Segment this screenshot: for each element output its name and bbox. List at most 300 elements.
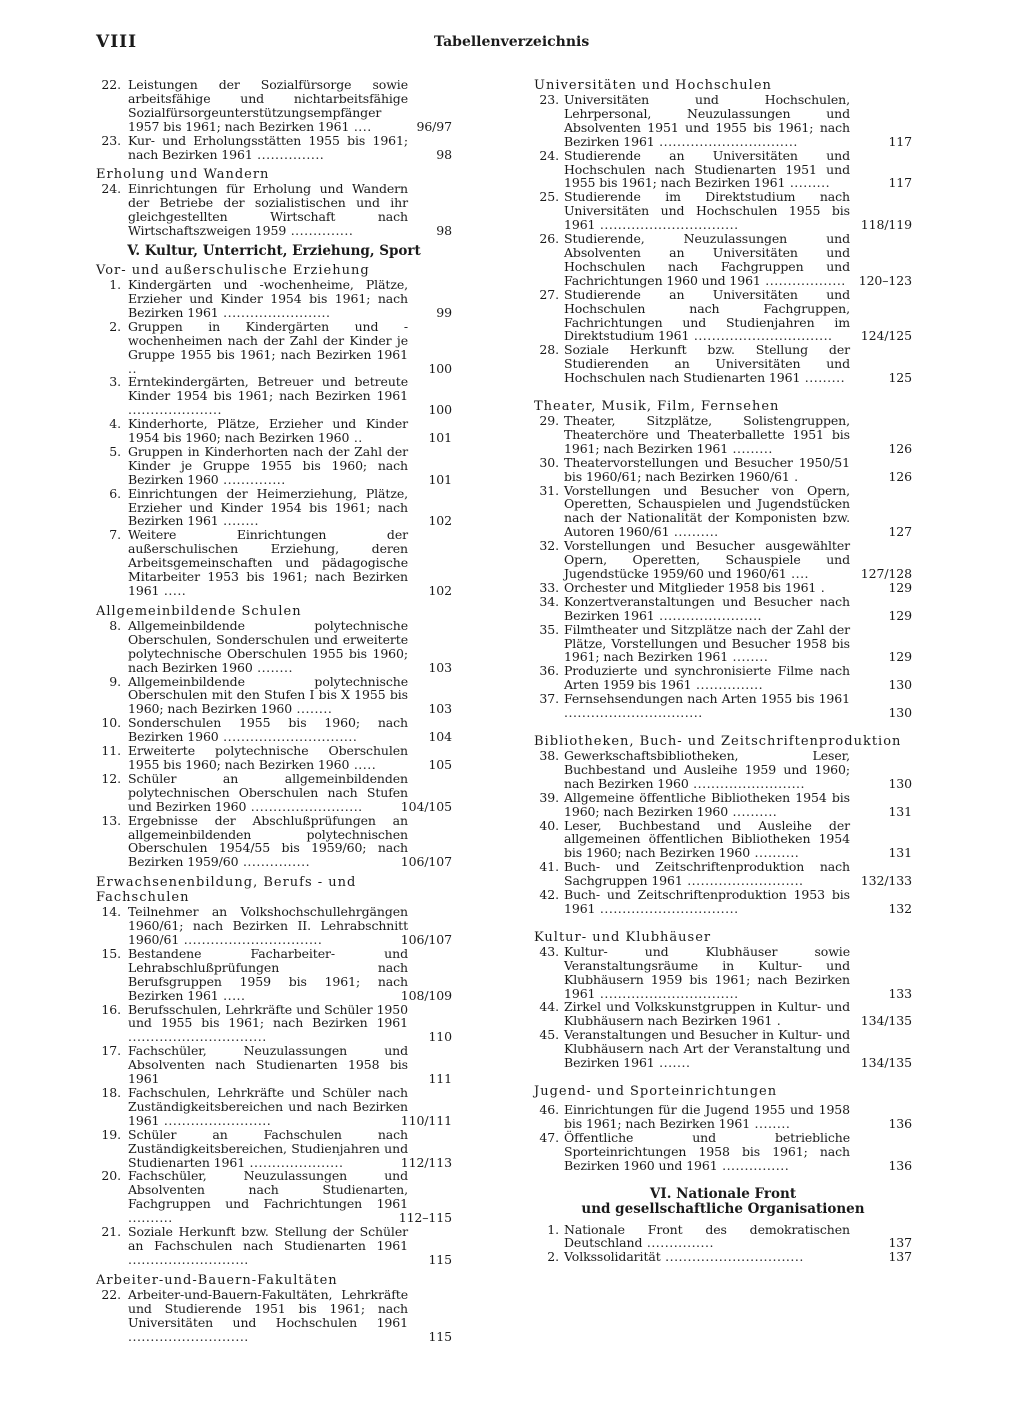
entry-title bbox=[564, 581, 850, 595]
entry-page: 129 bbox=[888, 649, 912, 665]
entry-page: 103 bbox=[428, 659, 452, 675]
toc-entry bbox=[96, 675, 452, 717]
entry-number: 6. bbox=[109, 485, 121, 501]
dot-leader: ......................... bbox=[688, 775, 805, 791]
section-heading: Vor- und außerschulische Erziehung bbox=[96, 263, 370, 279]
entry-page: 117 bbox=[888, 175, 912, 191]
entry-page: 125 bbox=[888, 370, 912, 386]
entry-title bbox=[128, 1003, 408, 1045]
entry-page: 98 bbox=[436, 223, 452, 239]
entry-page: 136 bbox=[888, 1115, 912, 1131]
entry-title bbox=[564, 1131, 850, 1173]
dot-leader: ............................... bbox=[128, 1029, 267, 1045]
toc-entry bbox=[96, 1225, 452, 1267]
entry-number: 17. bbox=[101, 1043, 121, 1059]
entry-number: 37. bbox=[539, 691, 559, 707]
entry-title-text: Soziale Herkunft bzw. Stellung der Studierenden an Universitäten und Hochschulen nach Studienarten 1961 bbox=[564, 342, 850, 386]
entry-number: 13. bbox=[101, 812, 121, 828]
toc-entry bbox=[534, 484, 912, 540]
entry-number: 12. bbox=[101, 770, 121, 786]
toc-entry bbox=[534, 623, 912, 665]
entry-page: 110/111 bbox=[400, 1112, 452, 1128]
toc-entry bbox=[96, 320, 452, 376]
toc-entry bbox=[96, 1044, 452, 1086]
dot-leader: .. bbox=[349, 430, 363, 446]
toc-entry bbox=[96, 134, 452, 162]
entry-page: 130 bbox=[888, 775, 912, 791]
toc-entry bbox=[96, 1086, 452, 1128]
entry-number: 15. bbox=[101, 945, 121, 961]
toc-entry bbox=[96, 947, 452, 1003]
entry-page: 104 bbox=[428, 729, 452, 745]
entry-number: 22. bbox=[101, 77, 121, 92]
entry-title bbox=[128, 772, 408, 814]
dot-leader: ............................... bbox=[595, 217, 739, 233]
entry-title bbox=[128, 744, 408, 772]
entry-page: 131 bbox=[888, 803, 912, 819]
entry-title-text: Zirkel und Volkskunstgruppen in Kultur- und Klubhäusern nach Bezirken 1961 bbox=[564, 999, 850, 1029]
entry-page: 102 bbox=[428, 583, 452, 598]
entry-title-text: Fachschüler, Neuzulassungen und Absolventen nach Studienarten 1958 bis 1961 bbox=[128, 1043, 408, 1087]
entry-title bbox=[564, 623, 850, 665]
toc-entry bbox=[96, 417, 452, 445]
entry-number: 45. bbox=[539, 1027, 559, 1043]
entry-title bbox=[564, 749, 850, 791]
toc-entry bbox=[96, 744, 452, 772]
toc-entry bbox=[96, 487, 452, 529]
toc-entry bbox=[534, 539, 912, 581]
entry-title-text: Schüler an Fachschulen nach Zuständigkeitsbereichen, Studienjahren und Studienarten 1961 bbox=[128, 1126, 408, 1170]
entry-title-text: Erntekindergärten, Betreuer und betreute Kinder 1954 bis 1961; nach Bezirken 1961 bbox=[128, 374, 408, 404]
entry-number: 28. bbox=[539, 342, 559, 358]
entry-page: 105 bbox=[428, 756, 452, 772]
left-column bbox=[96, 78, 452, 1343]
entry-number: 2. bbox=[109, 318, 121, 334]
entry-title bbox=[564, 1000, 850, 1028]
section-heading: Allgemeinbildende Schulen bbox=[96, 603, 302, 619]
toc-entry bbox=[534, 1028, 912, 1070]
entry-number: 26. bbox=[539, 231, 559, 247]
entry-title-text: Theater, Sitzplätze, Solistengruppen, Theaterchöre und Theaterballette 1951 bis 1961; nach Bezirken 1961 bbox=[564, 413, 850, 456]
section-heading: Erwachsenenbildung, Berufs - und Fachschulen bbox=[96, 875, 357, 906]
entry-number: 31. bbox=[539, 482, 559, 498]
toc-entry bbox=[96, 772, 452, 814]
entry-title-text: Buch- und Zeitschriftenproduktion nach Sachgruppen 1961 bbox=[564, 859, 850, 889]
entry-number: 1. bbox=[109, 277, 121, 293]
toc-entry bbox=[534, 1000, 912, 1028]
toc-entry bbox=[534, 414, 912, 456]
entry-title bbox=[128, 1044, 408, 1086]
entry-page: 132 bbox=[888, 900, 912, 916]
entry-page: 104/105 bbox=[400, 798, 452, 814]
entry-page: 106/107 bbox=[400, 932, 452, 948]
entry-page: 96/97 bbox=[416, 118, 452, 134]
entry-page: 130 bbox=[888, 705, 912, 721]
entry-page: 110 bbox=[428, 1029, 452, 1045]
entry-number: 27. bbox=[539, 286, 559, 302]
dot-leader: .. bbox=[128, 360, 137, 376]
dot-leader: ..... bbox=[349, 756, 377, 772]
dot-leader: ........................... bbox=[128, 1251, 249, 1267]
entry-title bbox=[564, 1103, 850, 1131]
page-header bbox=[96, 32, 912, 54]
entry-title-text: Leistungen der Sozialfürsorge sowie arbeitsfähige und nichtarbeitsfähige Sozialfürsorgeunterstützungsempfänger 1957 bis 1961; nach Bezirken 1961 bbox=[128, 77, 408, 134]
entry-title bbox=[564, 232, 850, 288]
entry-page: 137 bbox=[888, 1249, 912, 1265]
section-heading: Bibliotheken, Buch- und Zeitschriftenproduktion bbox=[534, 733, 902, 749]
entry-title-text: Veranstaltungen und Besucher in Kultur- und Klubhäusern nach Art der Veranstaltung und Bezirken 1961 bbox=[564, 1027, 850, 1071]
entry-title-text: Filmtheater und Sitzplätze nach der Zahl der Plätze, Vorstellungen und Besucher 1958 bis 1961; nach Bezirken 1961 bbox=[564, 621, 850, 665]
entry-number: 29. bbox=[539, 413, 559, 429]
entry-number: 5. bbox=[109, 443, 121, 459]
toc-entry bbox=[534, 1103, 912, 1131]
entry-page: 126 bbox=[888, 468, 912, 484]
dot-leader: ............................... bbox=[179, 932, 323, 948]
dot-leader: . bbox=[816, 579, 826, 595]
entry-title bbox=[128, 1128, 408, 1170]
dot-leader: ........................... bbox=[128, 1328, 249, 1344]
entry-title bbox=[128, 417, 408, 445]
entry-title-text: Gruppen in Kinderhorten nach der Zahl der Kinder je Gruppe 1955 bis 1960; nach Bezirken 1960 bbox=[128, 443, 408, 487]
entry-title bbox=[128, 814, 408, 870]
entry-number: 46. bbox=[539, 1102, 559, 1117]
entry-number: 42. bbox=[539, 887, 559, 903]
toc-entry bbox=[534, 456, 912, 484]
dot-leader: ............... bbox=[691, 677, 764, 693]
entry-number: 44. bbox=[539, 999, 559, 1015]
entry-number: 10. bbox=[101, 715, 121, 731]
entry-number: 3. bbox=[109, 374, 121, 390]
entry-page: 115 bbox=[428, 1328, 452, 1344]
entry-number: 21. bbox=[101, 1224, 121, 1240]
toc-entry bbox=[96, 1128, 452, 1170]
toc-entry bbox=[534, 664, 912, 692]
section-heading: Erholung und Wandern bbox=[96, 167, 270, 183]
entry-title-text: Allgemeinbildende polytechnische Oberschulen, Sonderschulen und erweiterte polytechnische Oberschulen 1955 bis 1960; nach Bezirken 1960 bbox=[128, 617, 408, 675]
entry-title bbox=[128, 1225, 408, 1267]
entry-title-text: Buch- und Zeitschriftenproduktion 1953 bis 1961 bbox=[564, 887, 850, 916]
entry-title bbox=[564, 190, 850, 232]
toc-entry bbox=[96, 182, 452, 238]
dot-leader: ............................... bbox=[595, 985, 739, 1001]
entry-title-text: Einrichtungen der Heimerziehung, Plätze, Erzieher und Kinder 1954 bis 1961; nach Bezirken 1961 bbox=[128, 485, 408, 529]
entry-title-text: Kultur- und Klubhäuser sowie Veranstaltungsräume in Kultur- und Klubhäusern 1959 bis 1961; nach Bezirken 1961 bbox=[564, 943, 850, 1001]
dot-leader: . bbox=[789, 468, 799, 484]
entry-title-text: Schüler an allgemeinbildenden polytechnischen Oberschulen nach Stufen und Bezirken 1960 bbox=[128, 770, 408, 814]
entry-title-text: Volkssolidarität bbox=[564, 1249, 661, 1265]
spacer bbox=[534, 916, 912, 930]
entry-title bbox=[564, 819, 850, 861]
entry-number: 14. bbox=[101, 904, 121, 920]
toc-entry bbox=[96, 1288, 452, 1344]
entry-title-text: Leser, Buchbestand und Ausleihe der allgemeinen öffentlichen Bibliotheken 1954 bis 1960; nach Bezirken 1960 bbox=[564, 817, 850, 861]
entry-number: 23. bbox=[101, 132, 121, 148]
entry-title bbox=[128, 905, 408, 947]
entry-page: 106/107 bbox=[400, 854, 452, 870]
dot-leader: ........................ bbox=[159, 1112, 272, 1128]
dot-leader: .......................... bbox=[682, 873, 804, 889]
entry-number: 24. bbox=[101, 181, 121, 197]
toc-entry bbox=[534, 581, 912, 595]
entry-number: 24. bbox=[539, 147, 559, 163]
dot-leader: ........................ bbox=[218, 304, 331, 320]
dot-leader: .............. bbox=[286, 223, 354, 239]
toc-entry bbox=[96, 278, 452, 320]
entry-number: 33. bbox=[539, 579, 559, 595]
entry-title bbox=[564, 860, 850, 888]
entry-page: 99 bbox=[436, 304, 452, 320]
running-title: Tabellenverzeichnis bbox=[434, 34, 590, 50]
entry-title-text: Universitäten und Hochschulen, Lehrpersonal, Neuzulassungen und Absolventen 1951 und 1955 bis 1961; nach Bezirken 1961 bbox=[564, 92, 850, 149]
entry-page: 108/109 bbox=[400, 987, 452, 1003]
entry-title bbox=[128, 134, 408, 162]
entry-page: 102 bbox=[428, 513, 452, 529]
entry-title-text: Kur- und Erholungsstätten 1955 bis 1961; nach Bezirken 1961 bbox=[128, 132, 408, 162]
entry-title bbox=[564, 1223, 850, 1251]
dot-leader: ........ bbox=[292, 701, 333, 717]
part-heading: und gesellschaftliche Organisationen bbox=[581, 1200, 865, 1217]
entry-title-text: Studierende, Neuzulassungen und Absolventen an Universitäten und Hochschulen nach Fachgruppen und Fachrichtungen 1960 und 1961 bbox=[564, 231, 850, 288]
entry-title-text: Bestandene Facharbeiter- und Lehrabschlußprüfungen nach Berufsgruppen 1959 bis 1961; nach Bezirken 1961 bbox=[128, 945, 408, 1003]
entry-page: 111 bbox=[428, 1071, 452, 1087]
entry-number: 1. bbox=[547, 1221, 559, 1237]
entry-title-text: Konzertveranstaltungen und Besucher nach Bezirken 1961 bbox=[564, 593, 850, 623]
toc-entry bbox=[534, 1223, 912, 1251]
section-heading: Theater, Musik, Film, Fernsehen bbox=[534, 399, 780, 415]
entry-page: 112–115 bbox=[398, 1210, 452, 1226]
toc-entry bbox=[534, 692, 912, 720]
toc-entry bbox=[534, 860, 912, 888]
entry-title bbox=[128, 1086, 408, 1128]
entry-number: 23. bbox=[539, 92, 559, 107]
entry-title-text: Kinderhorte, Plätze, Erzieher und Kinder 1954 bis 1960; nach Bezirken 1960 bbox=[128, 416, 408, 446]
toc-entry bbox=[534, 190, 912, 232]
entry-page: 117 bbox=[888, 133, 912, 149]
entry-number: 22. bbox=[101, 1286, 121, 1302]
entry-title bbox=[564, 414, 850, 456]
entry-number: 18. bbox=[101, 1085, 121, 1100]
entry-title bbox=[564, 945, 850, 1001]
entry-number: 4. bbox=[109, 416, 121, 432]
entry-title bbox=[128, 675, 408, 717]
entry-title-text: Einrichtungen für Erholung und Wandern der Betriebe der sozialistischen und ihr gleichgestellten Wirtschaft nach Wirtschaftszweigen 1959 bbox=[128, 181, 408, 239]
dot-leader: ........ bbox=[728, 649, 769, 665]
dot-leader: ........ bbox=[218, 513, 259, 529]
entry-title-text: Sonderschulen 1955 bis 1960; nach Bezirken 1960 bbox=[128, 715, 408, 745]
dot-leader: .............. bbox=[218, 471, 286, 487]
spacer bbox=[534, 1173, 912, 1187]
entry-title bbox=[564, 791, 850, 819]
dot-leader: ........ bbox=[252, 659, 293, 675]
entry-number: 38. bbox=[539, 747, 559, 763]
toc-entry bbox=[534, 93, 912, 149]
dot-leader: ......... bbox=[728, 440, 773, 456]
entry-page: 136 bbox=[888, 1157, 912, 1173]
dot-leader: . bbox=[772, 1013, 782, 1029]
entry-title bbox=[564, 539, 850, 581]
dot-leader: .... bbox=[786, 566, 810, 581]
right-column bbox=[534, 78, 912, 1264]
dot-leader: ..................... bbox=[128, 402, 222, 418]
section-heading: Universitäten und Hochschulen bbox=[534, 78, 772, 93]
entry-page: 134/135 bbox=[860, 1055, 912, 1071]
entry-title-text: Fernsehsendungen nach Arten 1955 bis 1961 bbox=[564, 691, 850, 707]
entry-title bbox=[128, 947, 408, 1003]
entry-page: 100 bbox=[428, 402, 452, 418]
entry-title-text: Arbeiter-und-Bauern-Fakultäten, Lehrkräfte und Studierende 1951 bis 1961; nach Universitäten und Hochschulen 1961 bbox=[128, 1286, 408, 1330]
entry-title bbox=[128, 619, 408, 675]
dot-leader: ............... bbox=[717, 1157, 790, 1173]
entry-title-text: Gruppen in Kindergärten und -wochenheimen nach der Zahl der Kinder je Gruppe 1955 bis 1961; nach Bezirken 1961 bbox=[128, 318, 408, 362]
entry-number: 19. bbox=[101, 1126, 121, 1142]
entry-page: 100 bbox=[428, 360, 452, 376]
entry-page: 120–123 bbox=[858, 272, 912, 288]
dot-leader: ............................... bbox=[660, 1249, 804, 1265]
entry-number: 30. bbox=[539, 454, 559, 470]
toc-entry bbox=[96, 1169, 452, 1225]
entry-title bbox=[564, 484, 850, 540]
entry-number: 8. bbox=[109, 617, 121, 633]
dot-leader: ............... bbox=[238, 854, 311, 870]
entry-title-text: Fachschüler, Neuzulassungen und Absolventen nach Studienarten, Fachgruppen und Fachrichtungen 1961 bbox=[128, 1168, 408, 1212]
toc-entry bbox=[534, 1250, 912, 1264]
entry-title bbox=[564, 288, 850, 344]
entry-title-text: Theatervorstellungen und Besucher 1950/51 bis 1960/61; nach Bezirken 1960/61 bbox=[564, 454, 850, 484]
entry-title-text: Orchester und Mitglieder 1958 bis 1961 bbox=[564, 579, 817, 595]
toc-entry bbox=[534, 888, 912, 916]
dot-leader: .......... bbox=[128, 1210, 173, 1226]
entry-title-text: Nationale Front des demokratischen Deutschland bbox=[564, 1221, 850, 1251]
entry-title-text: Studierende an Universitäten und Hochschulen nach Studienarten 1951 und 1955 bis 1961; nach Bezirken 1961 bbox=[564, 147, 850, 191]
entry-title bbox=[128, 528, 408, 598]
dot-leader: ............................... bbox=[564, 705, 703, 721]
entry-title bbox=[564, 343, 850, 385]
dot-leader: .............................. bbox=[218, 729, 358, 745]
dot-leader: .......... bbox=[728, 803, 778, 819]
entry-page: 101 bbox=[428, 430, 452, 446]
entry-page: 101 bbox=[428, 471, 452, 487]
entry-title-text: Soziale Herkunft bzw. Stellung der Schüler an Fachschulen nach Studienarten 1961 bbox=[128, 1224, 408, 1253]
entry-number: 43. bbox=[539, 943, 559, 959]
entry-title-text: Teilnehmer an Volkshochschullehrgängen 1960/61; nach Bezirken II. Lehrabschnitt 1960/61 bbox=[128, 904, 408, 948]
entry-number: 40. bbox=[539, 817, 559, 833]
toc-entry bbox=[534, 288, 912, 344]
dot-leader: ..... bbox=[159, 583, 187, 598]
entry-title bbox=[128, 320, 408, 376]
entry-number: 34. bbox=[539, 593, 559, 609]
entry-page: 127 bbox=[888, 524, 912, 540]
part-heading: VI. Nationale Front bbox=[649, 1185, 797, 1202]
entry-page: 130 bbox=[888, 677, 912, 693]
page-number: VIII bbox=[96, 32, 138, 52]
entry-title bbox=[128, 445, 408, 487]
entry-title-text: Berufsschulen, Lehrkräfte und Schüler 1950 und 1955 bis 1961; nach Bezirken 1961 bbox=[128, 1001, 408, 1031]
entry-title-text: Allgemeinbildende polytechnische Oberschulen mit den Stufen I bis X 1955 bis 1960; nach Bezirken 1960 bbox=[128, 673, 408, 717]
entry-number: 32. bbox=[539, 538, 559, 554]
entry-page: 133 bbox=[888, 985, 912, 1001]
toc-entry bbox=[96, 619, 452, 675]
dot-leader: ........ bbox=[750, 1115, 791, 1131]
entry-title-text: Vorstellungen und Besucher ausgewählter Opern, Operetten, Schauspiele und Jugendstücke 1959/60 und 1960/61 bbox=[564, 538, 850, 581]
entry-page: 126 bbox=[888, 440, 912, 456]
entry-number: 2. bbox=[547, 1249, 559, 1265]
entry-page: 129 bbox=[888, 607, 912, 623]
dot-leader: .................. bbox=[760, 272, 846, 288]
entry-title-text: Gewerkschaftsbibliotheken, Leser, Buchbestand und Ausleihe 1959 und 1960; nach Bezirken 1960 bbox=[564, 747, 850, 791]
toc-entry bbox=[534, 1131, 912, 1173]
entry-page: 137 bbox=[888, 1235, 912, 1251]
entry-number: 11. bbox=[101, 743, 121, 759]
toc-entry bbox=[96, 528, 452, 598]
entry-title bbox=[564, 456, 850, 484]
toc-entry bbox=[96, 716, 452, 744]
dot-leader: .... bbox=[349, 118, 372, 134]
entry-number: 36. bbox=[539, 663, 559, 679]
entry-number: 39. bbox=[539, 789, 559, 805]
section-heading: Arbeiter-und-Bauern-Fakultäten bbox=[96, 1272, 338, 1288]
entry-number: 25. bbox=[539, 189, 559, 205]
entry-number: 9. bbox=[109, 673, 121, 689]
toc-entry bbox=[96, 445, 452, 487]
toc-entry bbox=[96, 78, 452, 134]
entry-page: 134/135 bbox=[860, 1013, 912, 1029]
entry-title bbox=[564, 692, 850, 720]
entry-title bbox=[128, 182, 408, 238]
dot-leader: ............................... bbox=[595, 900, 739, 916]
entry-page: 98 bbox=[436, 146, 452, 162]
entry-title bbox=[128, 716, 408, 744]
spacer bbox=[534, 1070, 912, 1084]
part-heading: V. Kultur, Unterricht, Erziehung, Sport bbox=[127, 243, 421, 260]
entry-title bbox=[564, 149, 850, 191]
dot-leader: ......................... bbox=[246, 798, 363, 814]
entry-number: 41. bbox=[539, 859, 559, 875]
dot-leader: ......... bbox=[800, 370, 846, 386]
toc-entry bbox=[534, 945, 912, 1001]
entry-title bbox=[128, 1288, 408, 1344]
entry-page: 118/119 bbox=[860, 217, 912, 233]
toc-entry bbox=[534, 343, 912, 385]
entry-page: 103 bbox=[428, 701, 452, 717]
toc-entry bbox=[534, 791, 912, 819]
entry-title bbox=[128, 278, 408, 320]
entry-title bbox=[564, 93, 850, 149]
entry-title-text: Kindergärten und -wochenheime, Plätze, Erzieher und Kinder 1954 bis 1961; nach Bezirken 1961 bbox=[128, 277, 408, 320]
dot-leader: .......... bbox=[750, 845, 800, 861]
entry-title bbox=[128, 375, 408, 417]
dot-leader: ..................... bbox=[245, 1154, 344, 1170]
entry-page: 112/113 bbox=[400, 1154, 452, 1170]
entry-page: 127/128 bbox=[860, 566, 912, 581]
toc-entry bbox=[96, 905, 452, 947]
entry-page: 115 bbox=[428, 1251, 452, 1267]
entry-page: 132/133 bbox=[860, 873, 912, 889]
section-heading: Jugend- und Sporteinrichtungen bbox=[534, 1084, 778, 1099]
toc-entry bbox=[96, 1003, 452, 1045]
entry-title bbox=[564, 1028, 850, 1070]
entry-title bbox=[128, 487, 408, 529]
toc-entry bbox=[534, 819, 912, 861]
entry-title-text: Fachschulen, Lehrkräfte und Schüler nach Zuständigkeitsbereichen und nach Bezirken 1961 bbox=[128, 1085, 408, 1128]
entry-page: 124/125 bbox=[860, 328, 912, 344]
entry-title-text: Erweiterte polytechnische Oberschulen 1955 bis 1960; nach Bezirken 1960 bbox=[128, 743, 408, 772]
entry-title bbox=[564, 595, 850, 623]
entry-title-text: Produzierte und synchronisierte Filme nach Arten 1959 bis 1961 bbox=[564, 663, 850, 693]
entry-title bbox=[564, 1250, 850, 1264]
toc-entry bbox=[96, 375, 452, 417]
dot-leader: ..... bbox=[218, 987, 246, 1003]
spacer bbox=[534, 385, 912, 399]
